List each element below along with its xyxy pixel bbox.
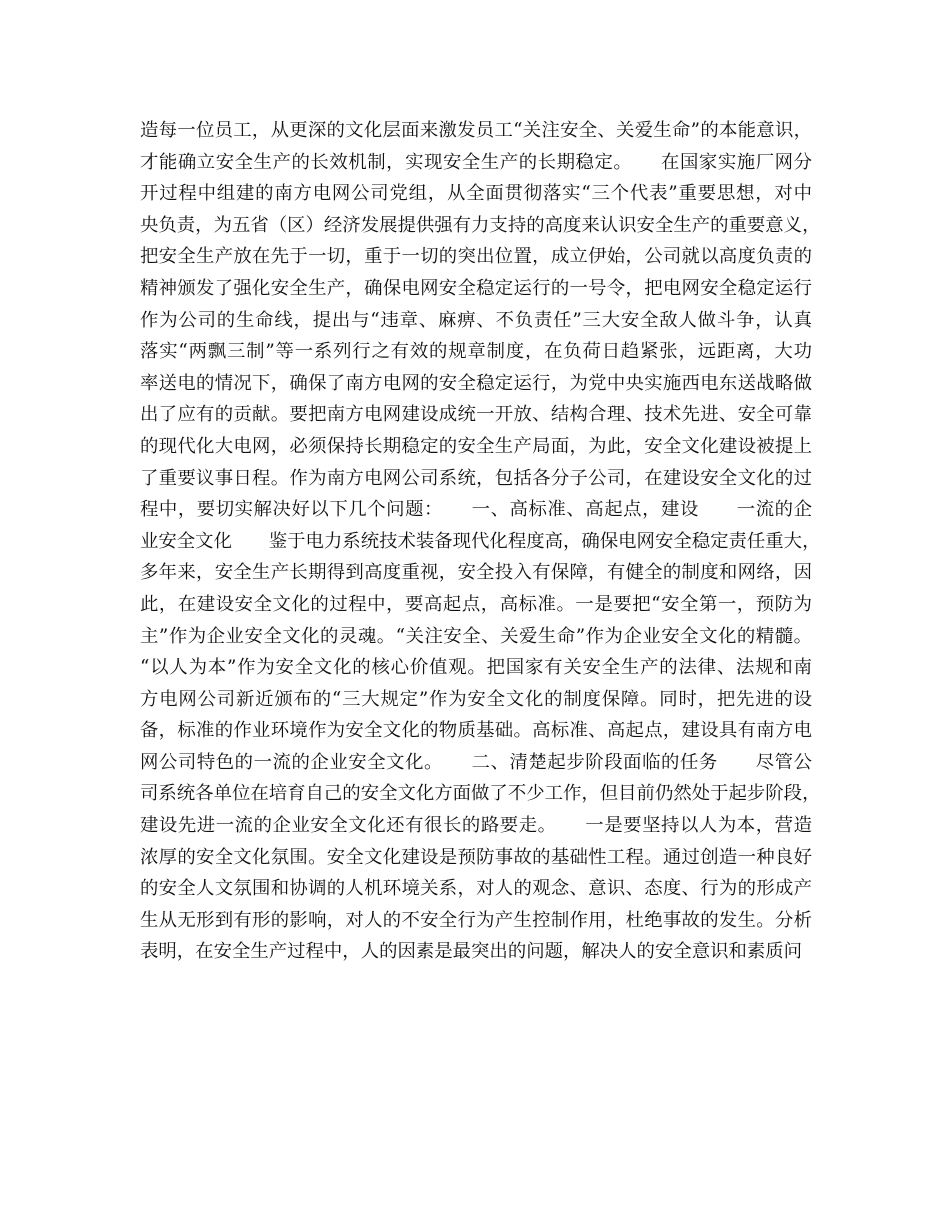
text-line: 的现代化大电网，必须保持长期稳定的安全生产局面，为此，安全文化建设被提上 <box>140 435 812 457</box>
text-line: 作为公司的生命线，提出与“违章、麻痹、不负责任”三大安全敌人做斗争，认真 <box>140 309 812 331</box>
text-line: 把安全生产放在先于一切，重于一切的突出位置，成立伊始，公司就以高度负责的 <box>140 246 812 268</box>
text-line: 司系统各单位在培育自己的安全文化方面做了不少工作，但目前仍然处于起步阶段， <box>140 783 821 805</box>
text-line: 率送电的情况下，确保了南方电网的安全稳定运行，为党中央实施西电东送战略做 <box>140 372 812 394</box>
text-line: 的安全人文氛围和协调的人机环境关系，对人的观念、意识、态度、行为的形成产 <box>140 878 812 900</box>
text-line: 建设先进一流的企业安全文化还有很长的路要走。 一是要坚持以人为本，营造 <box>140 815 812 837</box>
text-line: 落实“两飘三制”等一系列行之有效的规章制度，在负荷日趋紧张，远距离，大功 <box>140 341 812 363</box>
text-line: 生从无形到有形的影响，对人的不安全行为产生控制作用，杜绝事故的发生。分析 <box>140 909 812 931</box>
text-line: 了重要议事日程。作为南方电网公司系统，包括各分子公司，在建设安全文化的过 <box>140 467 812 489</box>
text-line: 程中，要切实解决好以下几个问题： 一、高标准、高起点，建设 一流的企 <box>140 499 812 521</box>
text-line: 业安全文化 鉴于电力系统技术装备现代化程度高，确保电网安全稳定责任重大， <box>140 530 821 552</box>
text-line: 造每一位员工，从更深的文化层面来激发员工“关注安全、关爱生命”的本能意识， <box>140 120 812 141</box>
text-line: 此，在建设安全文化的过程中，要高起点，高标准。一是要把“安全第一，预防为 <box>140 593 812 615</box>
text-line: 多年来，安全生产长期得到高度重视，安全投入有保障，有健全的制度和网络，因 <box>140 562 812 584</box>
text-line: 主”作为企业安全文化的灵魂。“关注安全、关爱生命”作为企业安全文化的精髓。 <box>140 625 812 647</box>
text-line: 才能确立安全生产的长效机制，实现安全生产的长期稳定。 在国家实施厂网分 <box>140 151 812 173</box>
text-line: 出了应有的贡献。要把南方电网建设成统一开放、结构合理、技术先进、安全可靠 <box>140 404 812 426</box>
text-line: “以人为本”作为安全文化的核心价值观。把国家有关安全生产的法律、法规和南 <box>140 657 812 679</box>
text-line: 精神颁发了强化安全生产，确保电网安全稳定运行的一号令，把电网安全稳定运行 <box>140 277 812 299</box>
text-line: 网公司特色的一流的企业安全文化。 二、清楚起步阶段面临的任务 尽管公 <box>140 751 812 773</box>
text-line: 备，标准的作业环境作为安全文化的物质基础。高标准、高起点，建设具有南方电 <box>140 720 812 742</box>
text-line: 央负责，为五省（区）经济发展提供强有力支持的高度来认识安全生产的重要意义， <box>140 214 821 236</box>
text-line: 浓厚的安全文化氛围。安全文化建设是预防事故的基础性工程。通过创造一种良好 <box>140 846 812 868</box>
text-line: 方电网公司新近颁布的“三大规定”作为安全文化的制度保障。同时，把先进的设 <box>140 688 812 710</box>
text-line: 表明，在安全生产过程中，人的因素是最突出的问题，解决人的安全意识和素质问 <box>140 941 803 963</box>
body-text <box>140 115 821 968</box>
text-line: 开过程中组建的南方电网公司党组，从全面贯彻落实“三个代表”重要思想，对中 <box>140 183 812 205</box>
